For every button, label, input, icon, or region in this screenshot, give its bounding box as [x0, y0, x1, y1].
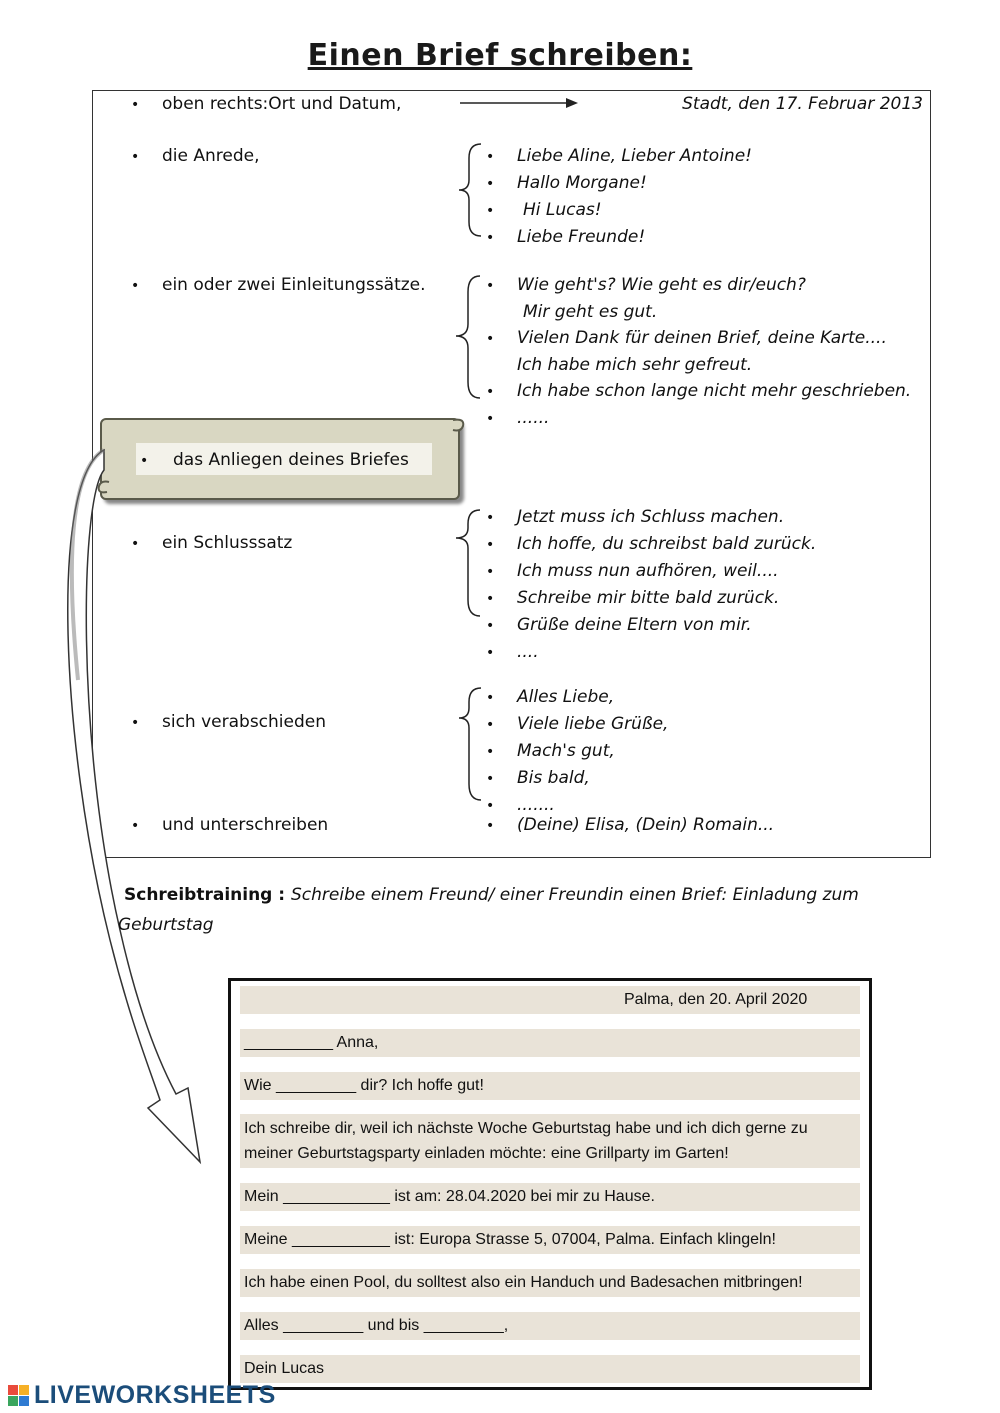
list-item: • ......	[486, 408, 550, 428]
bullet: •	[486, 818, 495, 834]
list-item: • Vielen Dank für deinen Brief, deine Karte....	[486, 328, 887, 348]
bullet: •	[131, 278, 140, 294]
anrede-examples	[486, 143, 752, 251]
letter-line-reason: Ich schreibe dir, weil ich nächste Woche Geburtstag habe und ich dich gerne zu meiner Geburtstagsparty einladen möchte: eine Grillparty im Garten!	[240, 1114, 860, 1168]
list-item: • Schreibe mir bitte bald zurück.	[486, 588, 780, 608]
list-item: • Wie geht's? Wie geht es dir/euch?	[486, 275, 806, 295]
list-item: • Alles Liebe,	[486, 687, 615, 707]
blank-wie[interactable]: _________	[276, 1077, 357, 1094]
letter-line-meine: Meine ___________ ist: Europa Strasse 5, 07004, Palma. Einfach klingeln!	[240, 1226, 860, 1254]
list-item: Mir geht es gut.	[523, 302, 658, 322]
blank-mein[interactable]: ____________	[283, 1188, 390, 1205]
bullet: •	[131, 818, 140, 834]
letter-date: Palma, den 20. April 2020	[240, 986, 860, 1014]
list-item: Ich habe mich sehr gefreut.	[517, 355, 753, 375]
label-anliegen: das Anliegen deines Briefes	[173, 450, 409, 470]
bullet: •	[131, 715, 140, 731]
label-einleitung: ein oder zwei Einleitungssätze.	[162, 275, 426, 295]
label-verabschieden: sich verabschieden	[162, 712, 327, 732]
blank-greeting[interactable]: __________	[244, 1034, 333, 1051]
list-item: • Viele liebe Grüße,	[486, 714, 669, 734]
curved-arrow-icon	[40, 440, 220, 1240]
brace-icon	[452, 506, 484, 620]
brace-icon	[452, 272, 484, 402]
list-item: • Ich habe schon lange nicht mehr geschrieben.	[486, 381, 912, 401]
bullet: •	[131, 536, 140, 552]
letter-line-wie: Wie _________ dir? Ich hoffe gut!	[240, 1072, 860, 1100]
writing-task	[118, 880, 878, 940]
bullet: •	[140, 453, 149, 469]
page-title: Einen Brief schreiben:	[307, 38, 693, 73]
liveworksheets-logo-icon	[8, 1385, 30, 1407]
example-date: Stadt, den 17. Februar 2013	[682, 94, 923, 114]
arrow-right-icon	[458, 96, 580, 110]
label-unterschreiben: und unterschreiben	[162, 815, 329, 835]
list-item: • Ich muss nun aufhören, weil....	[486, 561, 779, 581]
list-item: • Ich hoffe, du schreibst bald zurück.	[486, 534, 817, 554]
list-item: • Jetzt muss ich Schluss machen.	[486, 507, 785, 527]
task-text: Schreibe einem Freund/ einer Freundin einen Brief: Einladung zum Geburtstag	[118, 885, 859, 935]
list-item: • Mach's gut,	[486, 741, 615, 761]
list-item: • Bis bald,	[486, 768, 590, 788]
letter-line-pool: Ich habe einen Pool, du solltest also ein Handuch und Badesachen mitbringen!	[240, 1269, 860, 1297]
brace-icon	[455, 140, 485, 240]
bullet: •	[131, 149, 140, 165]
bullet: •	[131, 97, 140, 113]
letter-line-signature: Dein Lucas	[240, 1355, 860, 1383]
list-item: • Grüße deine Eltern von mir.	[486, 615, 752, 635]
blank-alles[interactable]: _________	[283, 1317, 364, 1334]
label-anrede: die Anrede,	[162, 146, 260, 166]
list-item: • .......	[486, 795, 555, 815]
einleitung-examples	[486, 272, 911, 432]
liveworksheets-logo-text: LIVEWORKSHEETS	[34, 1381, 276, 1409]
example-signature: (Deine) Elisa, (Dein) Romain...	[517, 815, 775, 835]
label-schluss: ein Schlusssatz	[162, 533, 293, 553]
list-item: • Hi Lucas!	[486, 200, 602, 220]
list-item: • Liebe Freunde!	[486, 227, 646, 247]
verabschieden-examples	[486, 684, 668, 819]
blank-meine[interactable]: ___________	[292, 1231, 390, 1248]
letter-line-mein: Mein ____________ ist am: 28.04.2020 bei mir zu Hause.	[240, 1183, 860, 1211]
list-item: • Liebe Aline, Lieber Antoine!	[486, 146, 752, 166]
schluss-examples	[486, 504, 816, 666]
task-separator: :	[272, 885, 291, 905]
blank-bis[interactable]: _________	[423, 1317, 504, 1334]
list-item: • ....	[486, 642, 539, 662]
label-ort-datum: oben rechts:Ort und Datum,	[162, 94, 402, 114]
letter-line-alles: Alles _________ und bis _________,	[240, 1312, 860, 1340]
letter-line-greeting: __________ Anna,	[240, 1029, 860, 1057]
brace-icon	[455, 684, 485, 804]
list-item: • Hallo Morgane!	[486, 173, 647, 193]
task-label: Schreibtraining	[124, 885, 273, 905]
